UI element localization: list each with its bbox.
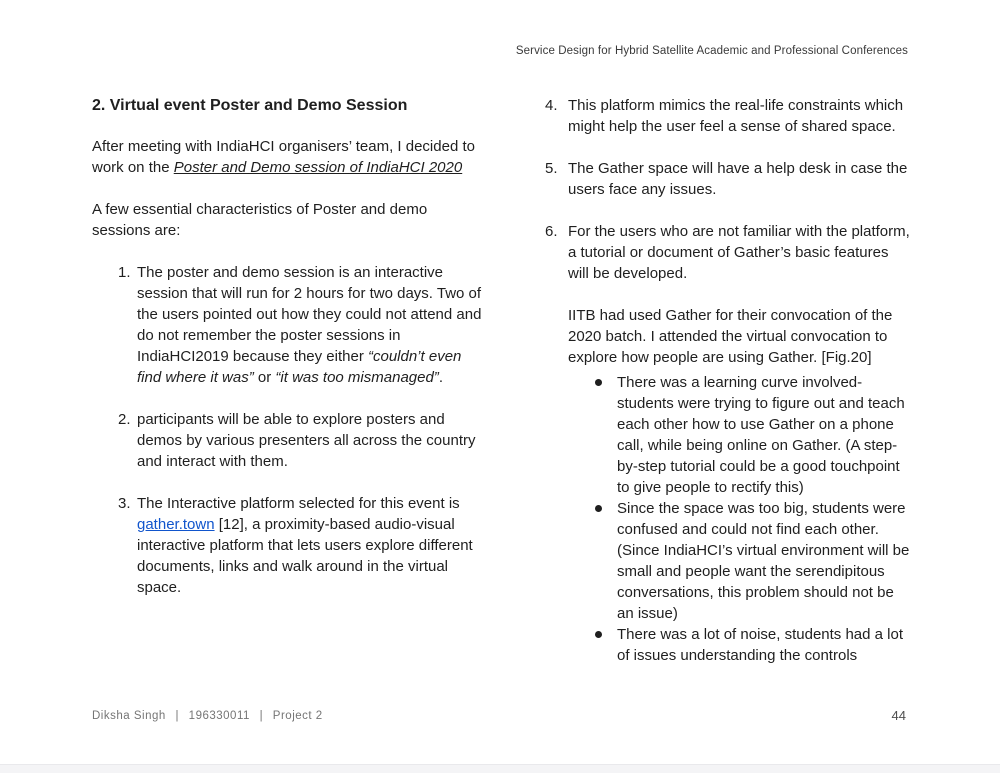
text-run: This platform mimics the real-life constraints which might help the user feel a sense of shared space. — [568, 97, 904, 135]
left-column — [92, 95, 489, 619]
footer-project: Project 2 — [272, 710, 323, 722]
list-item-number: 2. — [118, 411, 131, 428]
footer-separator: | — [259, 710, 264, 722]
list-item-text — [568, 95, 913, 137]
bullet-item — [593, 624, 913, 666]
text-run: After meeting with IndiaHCI organisers’ team, I decided to work on the — [92, 138, 475, 176]
text-run: The Interactive platform selected for this event is — [137, 495, 460, 512]
list-item-text — [137, 493, 489, 598]
list-item-number: 6. — [545, 223, 558, 240]
list-item — [545, 158, 913, 200]
text-run: [12], a proximity-based audio-visual interactive platform that lets users explore different documents, links and walk around in the virtual space. — [137, 516, 473, 596]
list-item — [118, 262, 489, 388]
running-header-title: Service Design for Hybrid Satellite Academic and Professional Conferences — [515, 45, 908, 57]
user-quote-1: “couldn’t even find where it was” — [137, 348, 462, 386]
bullet-dot-icon — [593, 372, 617, 498]
list-item — [545, 95, 913, 137]
footer-credits — [92, 710, 329, 722]
text-run: . — [438, 369, 443, 386]
observation-bullet-list — [593, 372, 913, 666]
numbered-list-left — [118, 262, 489, 598]
section-heading: 2. Virtual event Poster and Demo Session — [92, 97, 408, 114]
list-item-number: 4. — [545, 97, 558, 114]
text-run: or — [253, 369, 276, 386]
bullet-dot-icon — [593, 498, 617, 624]
bullet-text: There was a lot of noise, students had a lot of issues understanding the controls — [617, 626, 904, 664]
poster-demo-session-emphasis: Poster and Demo session of IndiaHCI 2020 — [173, 159, 463, 176]
list-item-number: 3. — [118, 495, 131, 512]
bullet-text: Since the space was too big, students were confused and could not find each other. (Since IndiaHCI’s virtual environment will be small and people want the serendipitous conversations, this problem should not be an issue) — [617, 500, 910, 622]
list-item-text — [568, 221, 913, 284]
footer-author: Diksha Singh — [92, 710, 166, 722]
bullet-text: There was a learning curve involved- students were trying to figure out and teach each other how to use Gather on a phone call, while being online on Gather. (A step-by-step tutorial could be a good touchpoint to give people to rectify this) — [617, 374, 905, 496]
numbered-list-right — [545, 95, 913, 284]
right-column — [545, 95, 913, 666]
bullet-item — [593, 372, 913, 498]
list-item-number: 1. — [118, 264, 131, 281]
page-bottom-edge — [0, 764, 1000, 773]
page-number: 44 — [891, 708, 906, 723]
list-item-text — [137, 262, 489, 388]
list-item — [118, 493, 489, 598]
characteristics-lead-paragraph: A few essential characteristics of Poster and demo sessions are: — [92, 201, 428, 239]
text-run: For the users who are not familiar with the platform, a tutorial or document of Gather’s basic features will be developed. — [568, 223, 910, 282]
gather-town-link[interactable]: gather.town — [137, 516, 215, 533]
text-run: The poster and demo session is an interactive session that will run for 2 hours for two days. Two of the users pointed out how they could not attend and do not remember the poster sessions in IndiaHCI2019 because they either — [137, 264, 482, 365]
list-item-number: 5. — [545, 160, 558, 177]
user-quote-2: “it was too mismanaged” — [275, 369, 439, 386]
list-item-text — [137, 409, 489, 472]
bullet-item — [593, 498, 913, 624]
intro-paragraph — [92, 136, 489, 178]
list-item — [118, 409, 489, 472]
footer-student-id: 196330011 — [188, 710, 250, 722]
text-run: participants will be able to explore posters and demos by various presenters all across the country and interact with them. — [137, 411, 476, 470]
text-run: The Gather space will have a help desk in case the users face any issues. — [568, 160, 908, 198]
bullet-dot-icon — [593, 624, 617, 666]
list-item — [545, 221, 913, 284]
iitb-gather-paragraph: IITB had used Gather for their convocation of the 2020 batch. I attended the virtual convocation to explore how people are using Gather. [Fig.20] — [568, 307, 893, 366]
list-item-text — [568, 158, 913, 200]
footer-separator: | — [175, 710, 179, 722]
